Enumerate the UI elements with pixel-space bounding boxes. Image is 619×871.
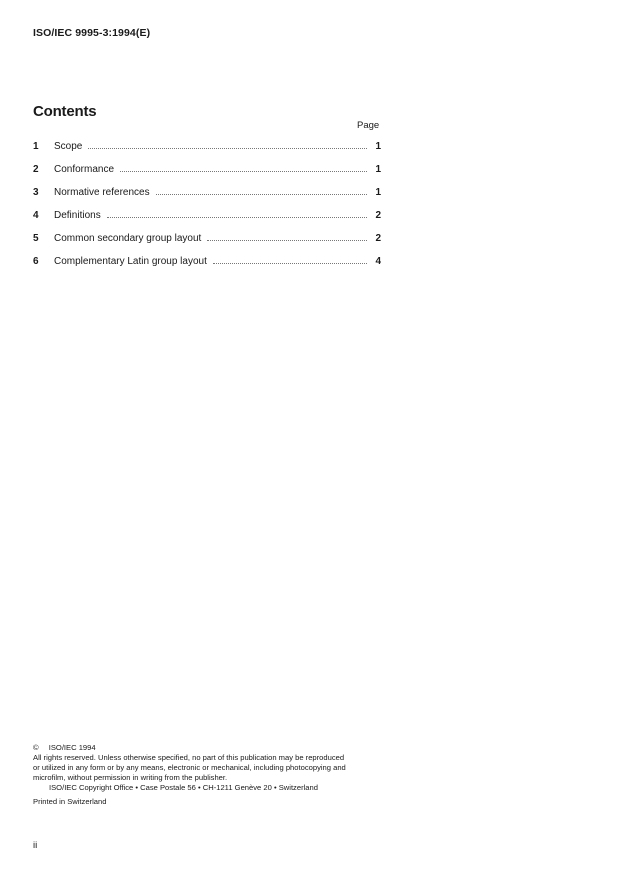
toc-leader-dots xyxy=(88,148,367,149)
toc-entry-page: 1 xyxy=(375,187,381,198)
toc-entry-page: 1 xyxy=(375,164,381,175)
copyright-symbol: © xyxy=(33,743,39,752)
page-number: ii xyxy=(33,840,38,851)
toc-entry-title: Complementary Latin group layout xyxy=(54,256,207,267)
copyright-notice xyxy=(33,743,383,807)
table-of-contents xyxy=(33,141,381,279)
toc-entry-title: Common secondary group layout xyxy=(54,233,202,244)
toc-entry-number: 5 xyxy=(33,233,39,244)
rights-statement-line-3: microfilm, without permission in writing from the publisher. xyxy=(33,773,228,782)
printed-in: Printed in Switzerland xyxy=(33,797,107,806)
toc-entry-number: 2 xyxy=(33,164,39,175)
toc-entry-number: 6 xyxy=(33,256,39,267)
page-column-label: Page xyxy=(357,120,380,131)
toc-entry-title: Scope xyxy=(54,141,83,152)
toc-entry-page: 1 xyxy=(375,141,381,152)
toc-entry-number: 3 xyxy=(33,187,39,198)
toc-leader-dots xyxy=(107,217,367,218)
copyright-holder-year: ISO/IEC 1994 xyxy=(48,743,96,752)
toc-entry-title: Definitions xyxy=(54,210,101,221)
toc-entry-normative-references[interactable] xyxy=(33,187,381,210)
toc-entry-definitions[interactable] xyxy=(33,210,381,233)
toc-entry-number: 4 xyxy=(33,210,39,221)
toc-entry-page: 2 xyxy=(375,210,381,221)
toc-entry-title: Normative references xyxy=(54,187,150,198)
toc-leader-dots xyxy=(207,240,367,241)
toc-entry-page: 2 xyxy=(375,233,381,244)
toc-entry-page: 4 xyxy=(375,256,381,267)
toc-entry-complementary-latin-group-layout[interactable] xyxy=(33,256,381,279)
toc-entry-scope[interactable] xyxy=(33,141,381,164)
toc-leader-dots xyxy=(213,263,367,264)
toc-leader-dots xyxy=(120,171,367,172)
document-id: ISO/IEC 9995-3:1994(E) xyxy=(33,27,151,39)
rights-statement-line-2: or utilized in any form or by any means, electronic or mechanical, including photocopying and xyxy=(33,763,346,772)
toc-entry-title: Conformance xyxy=(54,164,115,175)
copyright-office-address: ISO/IEC Copyright Office • Case Postale 56 • CH-1211 Genève 20 • Switzerland xyxy=(49,783,318,792)
toc-entry-conformance[interactable] xyxy=(33,164,381,187)
contents-title: Contents xyxy=(33,103,97,120)
toc-entry-number: 1 xyxy=(33,141,39,152)
toc-leader-dots xyxy=(156,194,367,195)
rights-statement-line-1: All rights reserved. Unless otherwise specified, no part of this publication may be reproduced xyxy=(33,753,345,762)
toc-entry-common-secondary-group-layout[interactable] xyxy=(33,233,381,256)
